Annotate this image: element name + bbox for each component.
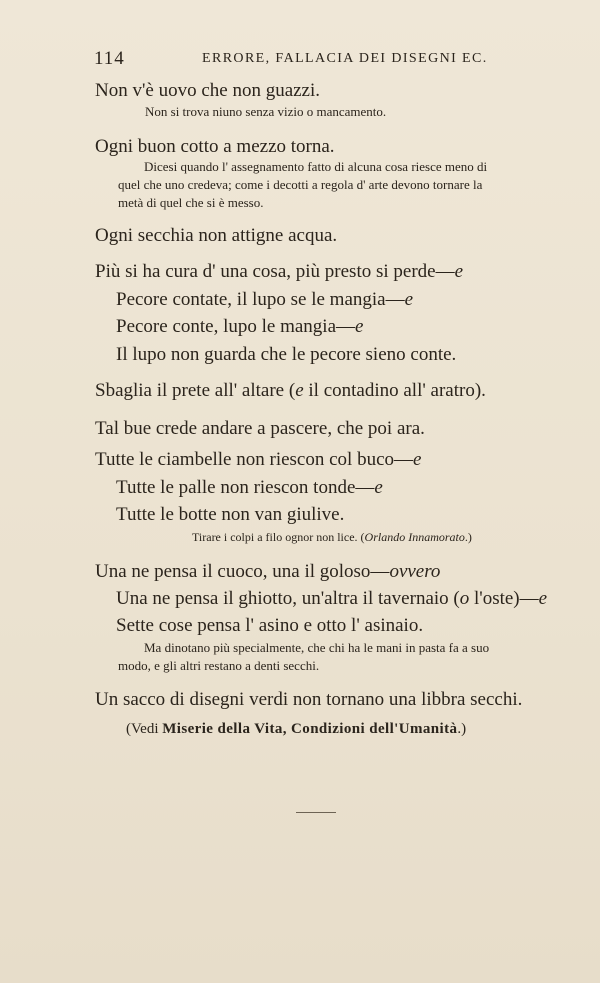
citation-text: Tirare i colpi a filo ognor non lice. ( xyxy=(192,530,365,544)
proverb-line xyxy=(95,561,440,583)
gloss-line: Ma dinotano più specialmente, che chi ha le mani in pasta fa a suo xyxy=(144,640,490,655)
proverb-line: Tutte le botte non van giulive. xyxy=(116,504,345,525)
reference-suffix: .) xyxy=(457,721,467,737)
proverb-text: il contadino all' aratro). xyxy=(303,380,486,401)
proverb-text: Una ne pensa il ghiotto, un'altra il tavernaio ( xyxy=(116,588,460,609)
citation-line xyxy=(192,530,472,545)
gloss-line: Non si trova niuno senza vizio o mancamento. xyxy=(145,104,387,119)
proverb-line xyxy=(116,477,383,499)
proverb-line: Un sacco di disegni verdi non tornano una libbra secchi. xyxy=(95,689,523,710)
proverb-line xyxy=(95,380,486,402)
reference-prefix: (Vedi xyxy=(126,721,163,737)
conjunction: e xyxy=(454,261,464,282)
proverb-text: Pecore conte, lupo le mangia— xyxy=(116,316,356,337)
page-number: 114 xyxy=(94,48,125,69)
conjunction: e xyxy=(355,316,364,337)
conjunction: o xyxy=(459,588,470,609)
proverb-line xyxy=(95,261,463,283)
proverb-text: Più si ha cura d' una cosa, più presto si perde— xyxy=(95,261,455,282)
conjunction: e xyxy=(374,477,383,498)
proverb-line: Il lupo non guarda che le pecore sieno conte. xyxy=(116,344,457,365)
gloss-line: metà di quel che si è messo. xyxy=(118,195,264,210)
conjunction: e xyxy=(538,588,548,609)
proverb-line: Ogni secchia non attigne acqua. xyxy=(95,225,338,246)
conjunction: e xyxy=(413,449,422,470)
gloss-line: quel che uno credeva; come i decotti a regola d' arte devono tornare la xyxy=(118,177,483,192)
reference-line xyxy=(126,721,466,738)
citation-text: .) xyxy=(464,530,472,544)
proverb-line: Ogni buon cotto a mezzo torna. xyxy=(95,136,335,157)
proverb-text: l'oste)— xyxy=(469,588,539,609)
proverb-text: Tutte le palle non riescon tonde— xyxy=(116,477,375,498)
gloss-line: Dicesi quando l' assegnamento fatto di alcuna cosa riesce meno di xyxy=(144,159,488,174)
gloss-line: modo, e gli altri restano a denti secchi. xyxy=(118,658,320,673)
proverb-line xyxy=(116,588,547,610)
proverb-line xyxy=(95,449,421,471)
citation-source: Orlando Innamorato xyxy=(364,530,465,544)
end-rule xyxy=(296,812,336,813)
proverb-text: Una ne pensa il cuoco, una il goloso— xyxy=(95,561,390,582)
proverb-line: Non v'è uovo che non guazzi. xyxy=(95,80,321,101)
proverb-text: Tutte le ciambelle non riescon col buco— xyxy=(95,449,413,470)
reference-title: Miserie della Vita, Condizioni dell'Umanità xyxy=(162,721,458,737)
proverb-line xyxy=(116,289,413,311)
conjunction: ovvero xyxy=(389,561,441,582)
proverb-text: Sbaglia il prete all' altare ( xyxy=(95,380,296,401)
proverb-line: Sette cose pensa l' asino e otto l' asinaio. xyxy=(116,615,424,636)
proverb-line: Tal bue crede andare a pascere, che poi ara. xyxy=(95,418,425,439)
running-title: ERRORE, FALLACIA DEI DISEGNI EC. xyxy=(202,51,488,66)
proverb-line xyxy=(116,316,363,338)
proverb-text: Pecore contate, il lupo se le mangia— xyxy=(116,289,405,310)
conjunction: e xyxy=(404,289,414,310)
conjunction: e xyxy=(295,380,304,401)
